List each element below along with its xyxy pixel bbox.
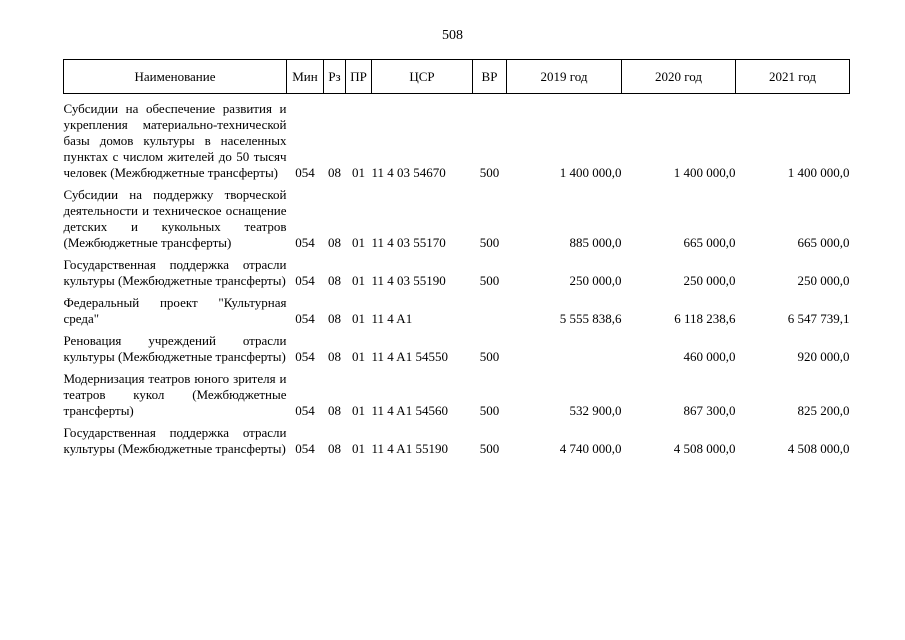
- row-min: 054: [295, 441, 315, 456]
- row-vr: [473, 295, 507, 333]
- header-name: Наименование: [64, 60, 287, 94]
- row-name: Субсидии на обеспечение развития и укрепления материально-технической базы домов культуры в населенных пунктах с числом жителей до 50 тысяч человек (Межбюджетные трансферты): [63, 101, 287, 180]
- table-row: [64, 371, 850, 425]
- row-pr: 01: [352, 165, 365, 180]
- row-2020: 250 000,0: [683, 273, 736, 288]
- row-csr: 11 4 03 54670: [371, 165, 446, 180]
- header-vr: ВР: [473, 60, 507, 94]
- row-2020: 867 300,0: [683, 403, 736, 418]
- row-2021: 825 200,0: [797, 403, 850, 418]
- row-vr: 500: [479, 273, 500, 288]
- row-vr: 500: [479, 441, 500, 456]
- row-rz: 08: [328, 235, 341, 250]
- row-min: 054: [295, 235, 315, 250]
- row-2020: 6 118 238,6: [674, 311, 736, 326]
- row-2021: 4 508 000,0: [787, 441, 850, 456]
- header-min: Мин: [287, 60, 324, 94]
- row-2019: 1 400 000,0: [559, 165, 622, 180]
- row-2019: 250 000,0: [569, 273, 622, 288]
- table-body: [64, 94, 850, 464]
- row-2019: 532 900,0: [569, 403, 622, 418]
- row-2020: 1 400 000,0: [673, 165, 736, 180]
- row-pr: 01: [352, 273, 365, 288]
- page-number: 508: [442, 28, 463, 43]
- row-min: 054: [295, 311, 315, 326]
- table-row: [64, 187, 850, 257]
- row-pr: 01: [352, 403, 365, 418]
- row-csr: 11 4 A1 54560: [371, 403, 448, 418]
- row-pr: 01: [352, 235, 365, 250]
- row-2021: 1 400 000,0: [787, 165, 850, 180]
- row-2021: 920 000,0: [797, 349, 850, 364]
- row-2020: 460 000,0: [683, 349, 736, 364]
- row-rz: 08: [328, 273, 341, 288]
- row-name: Субсидии на поддержку творческой деятельности и техническое оснащение детских и кукольных театров (Межбюджетные трансферты): [63, 187, 287, 250]
- row-2019: 4 740 000,0: [559, 441, 622, 456]
- row-vr: 500: [479, 235, 500, 250]
- row-name: Государственная поддержка отрасли культуры (Межбюджетные трансферты): [63, 257, 287, 288]
- row-rz: 08: [328, 311, 341, 326]
- row-2021: 250 000,0: [797, 273, 850, 288]
- table-row: [64, 295, 850, 333]
- row-pr: 01: [352, 349, 365, 364]
- row-2019: 885 000,0: [569, 235, 622, 250]
- row-csr: 11 4 03 55190: [371, 273, 446, 288]
- row-min: 054: [295, 165, 315, 180]
- row-2021: 665 000,0: [797, 235, 850, 250]
- header-rz: Рз: [324, 60, 346, 94]
- row-vr: 500: [479, 165, 500, 180]
- table-row: [64, 94, 850, 188]
- row-name: Федеральный проект "Культурная среда": [63, 295, 287, 326]
- header-pr: ПР: [346, 60, 372, 94]
- row-pr: 01: [352, 441, 365, 456]
- row-csr: 11 4 A1 54550: [371, 349, 448, 364]
- table-row: [64, 257, 850, 295]
- row-2021: 6 547 739,1: [787, 311, 850, 326]
- row-min: 054: [295, 273, 315, 288]
- row-2019: [507, 333, 622, 371]
- budget-table: [63, 59, 850, 463]
- row-rz: 08: [328, 441, 341, 456]
- header-2021: 2021 год: [736, 60, 850, 94]
- header-2019: 2019 год: [507, 60, 622, 94]
- row-rz: 08: [328, 403, 341, 418]
- row-rz: 08: [328, 165, 341, 180]
- row-2020: 665 000,0: [683, 235, 736, 250]
- row-rz: 08: [328, 349, 341, 364]
- row-min: 054: [295, 403, 315, 418]
- row-pr: 01: [352, 311, 365, 326]
- row-2019: 5 555 838,6: [559, 311, 622, 326]
- table-row: [64, 333, 850, 371]
- row-min: 054: [295, 349, 315, 364]
- table-row: [64, 425, 850, 463]
- header-2020: 2020 год: [622, 60, 736, 94]
- row-csr: 11 4 03 55170: [371, 235, 446, 250]
- row-vr: 500: [479, 349, 500, 364]
- header-csr: ЦСР: [372, 60, 473, 94]
- row-2020: 4 508 000,0: [673, 441, 736, 456]
- table-header: [64, 60, 850, 94]
- row-csr: 11 4 A1 55190: [371, 441, 448, 456]
- row-name: Реновация учреждений отрасли культуры (Межбюджетные трансферты): [63, 333, 287, 364]
- row-csr: 11 4 A1: [371, 311, 413, 326]
- row-name: Модернизация театров юного зрителя и театров кукол (Межбюджетные трансферты): [63, 371, 287, 418]
- row-vr: 500: [479, 403, 500, 418]
- row-name: Государственная поддержка отрасли культуры (Межбюджетные трансферты): [63, 425, 287, 456]
